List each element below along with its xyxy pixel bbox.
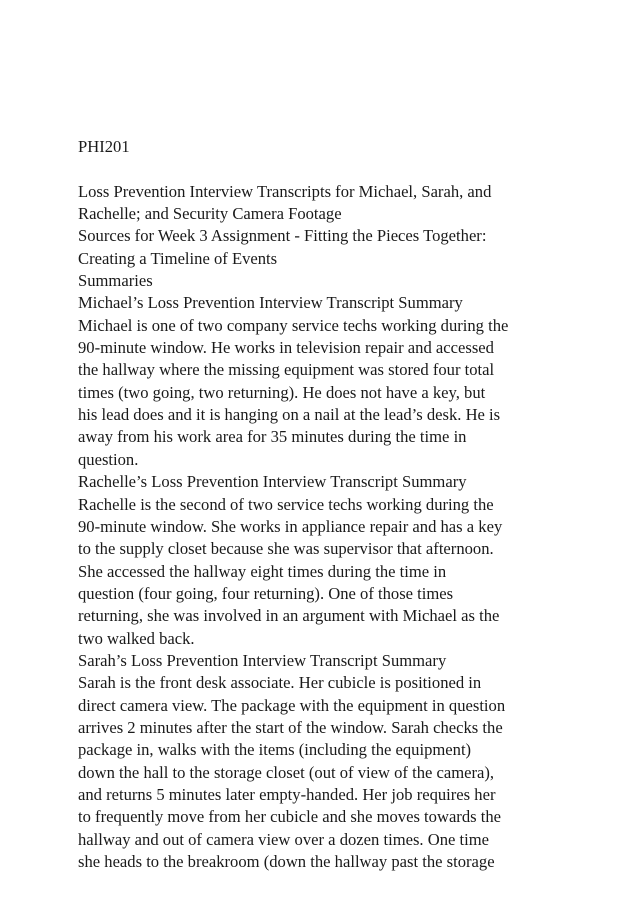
section-heading: Summaries: [78, 271, 153, 291]
paragraph-line: Michael is one of two company service techs working during the: [78, 315, 509, 335]
paragraph-line: question (four going, four returning). One of those times: [78, 583, 454, 603]
paragraph-line: times (two going, two returning). He does not have a key, but: [78, 382, 486, 402]
course-code: PHI201: [78, 137, 130, 156]
paragraph-line: direct camera view. The package with the equipment in question: [78, 695, 506, 715]
title-line: Loss Prevention Interview Transcripts for Michael, Sarah, and: [78, 181, 492, 201]
paragraph-line: two walked back.: [78, 628, 195, 648]
paragraph-line: and returns 5 minutes later empty-handed. Her job requires her: [78, 784, 496, 804]
paragraph-line: arrives 2 minutes after the start of the window. Sarah checks the: [78, 717, 503, 737]
title-line: Rachelle; and Security Camera Footage: [78, 204, 342, 224]
paragraph-line: Rachelle is the second of two service techs working during the: [78, 494, 494, 514]
subtitle-line: Sources for Week 3 Assignment - Fitting the Pieces Together:: [78, 226, 487, 246]
subsection-heading: Sarah’s Loss Prevention Interview Transcript Summary: [78, 650, 447, 670]
subsection-heading: Rachelle’s Loss Prevention Interview Transcript Summary: [78, 472, 467, 492]
paragraph-line: Sarah is the front desk associate. Her cubicle is positioned in: [78, 673, 482, 693]
subtitle-line: Creating a Timeline of Events: [78, 248, 278, 268]
paragraph-line: the hallway where the missing equipment was stored four total: [78, 360, 495, 380]
blank-line: [78, 158, 578, 180]
paragraph-line: returning, she was involved in an argument with Michael as the: [78, 606, 500, 626]
paragraph-line: to the supply closet because she was supervisor that afternoon.: [78, 539, 494, 559]
paragraph-line: 90-minute window. He works in television repair and accessed: [78, 338, 494, 358]
paragraph-line: question.: [78, 449, 139, 469]
paragraph-line: She accessed the hallway eight times during the time in: [78, 561, 447, 581]
subsection-heading: Michael’s Loss Prevention Interview Transcript Summary: [78, 293, 463, 313]
paragraph-line: his lead does and it is hanging on a nail at the lead’s desk. He is: [78, 405, 501, 425]
paragraph-line: down the hall to the storage closet (out of view of the camera),: [78, 762, 495, 782]
paragraph-line: to frequently move from her cubicle and she moves towards the: [78, 807, 502, 827]
paragraph-line: hallway and out of camera view over a dozen times. One time: [78, 829, 490, 849]
paragraph-line: 90-minute window. She works in appliance repair and has a key: [78, 516, 503, 536]
paragraph-line: package in, walks with the items (including the equipment): [78, 740, 472, 760]
paragraph-line: away from his work area for 35 minutes during the time in: [78, 427, 467, 447]
document-body: [78, 136, 578, 873]
paragraph-line: she heads to the breakroom (down the hallway past the storage: [78, 852, 495, 871]
